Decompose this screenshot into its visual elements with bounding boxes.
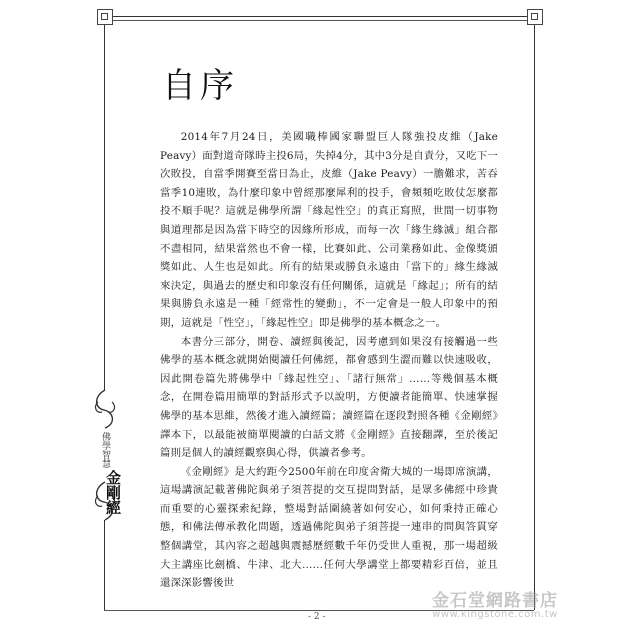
page-border-left-lower: [104, 520, 105, 610]
series-label: 佛學智慧: [100, 432, 110, 468]
watermark: [420, 586, 570, 620]
page-number: - 2 -: [308, 612, 326, 622]
paragraph: 《金剛經》是大約距今2500年前在印度舍衛大城的一場即席演講，這場講演記載著佛陀與弟子須菩提的交互提問對話，是眾多佛經中珍貴而重要的心靈探索紀錄，整場對話圍繞著如何安心，如何秉持正確心態，和佛法傳承教化問題，透過佛陀與弟子須菩提一連串的問與答貫穿整個講堂，其內容之超越與震撼歷經數千年仍受世人重視，那一場超級大主講座比劍橋、牛津、北大……任何大學講堂上都要精彩百倍，並且還深深影響後世: [160, 465, 498, 590]
watermark-url: www.kingstone.com.tw: [432, 609, 558, 620]
corner-ornament-top-right: [527, 9, 543, 25]
page-title: 自序: [162, 66, 238, 106]
body-text: [160, 128, 498, 593]
corner-ornament-top-left: [97, 9, 113, 25]
watermark-text: 金石堂網路書店: [432, 591, 558, 611]
page-border-left-upper: [104, 16, 105, 390]
paragraph: 本書分三部分，開卷、讀經與後記，因考慮到如果沒有接觸過一些佛學的基本概念就開始閱讀任何佛經，都會感到生澀而難以快速吸收，因此開卷篇先將佛學中「緣起性空」、「諸行無常」……等幾個基本概念，在開卷篇用簡單的對話形式予以說明，方便讀者能簡單、快速掌握佛學的基本思維，然後才進入讀經篇；讀經篇在逐段對照各種《金剛經》譯本下，以最能被簡單閱讀的白話文將《金剛經》直接翻譯，至於後記篇則是個人的讀經觀察與心得，供讀者參考。: [160, 335, 498, 460]
book-title: 金剛經: [104, 470, 122, 515]
page-border-right: [534, 16, 535, 610]
page-border-top: [104, 16, 534, 17]
paragraph: 2014年7月24日，美國職棒國家聯盟巨人隊強投皮維（Jake Peavy）面對道奇隊時主投6局，失掉4分，其中3分是自責分，又吃下一次敗投，自當季開賽至當日為止，皮維（Jake Peavy）一膽難求，苦吞當季10連敗，為什麼印象中曾經那麼犀利的投手，會頻頻吃敗仗怎麼都投不順手呢？這就是佛學所謂「緣起性空」的真正寫照，世間一切事物與道理都是因為當下時空的因緣所形成，而每一次「緣生緣滅」組合都不盡相同，結果當然也不會一樣，比賽如此、公司業務如此、金像獎頒獎如此、人生也是如此。所有的結果或勝負永遠由「當下的」緣生緣滅來決定，與過去的歷史和印象沒有任何關係，這就是「緣起」；所有的結果與勝負永遠是一種「經常性的變動」，不一定會是一般人印象中的預期，這就是「性空」，「緣起性空」即是佛學的基本概念之一。: [160, 131, 498, 329]
